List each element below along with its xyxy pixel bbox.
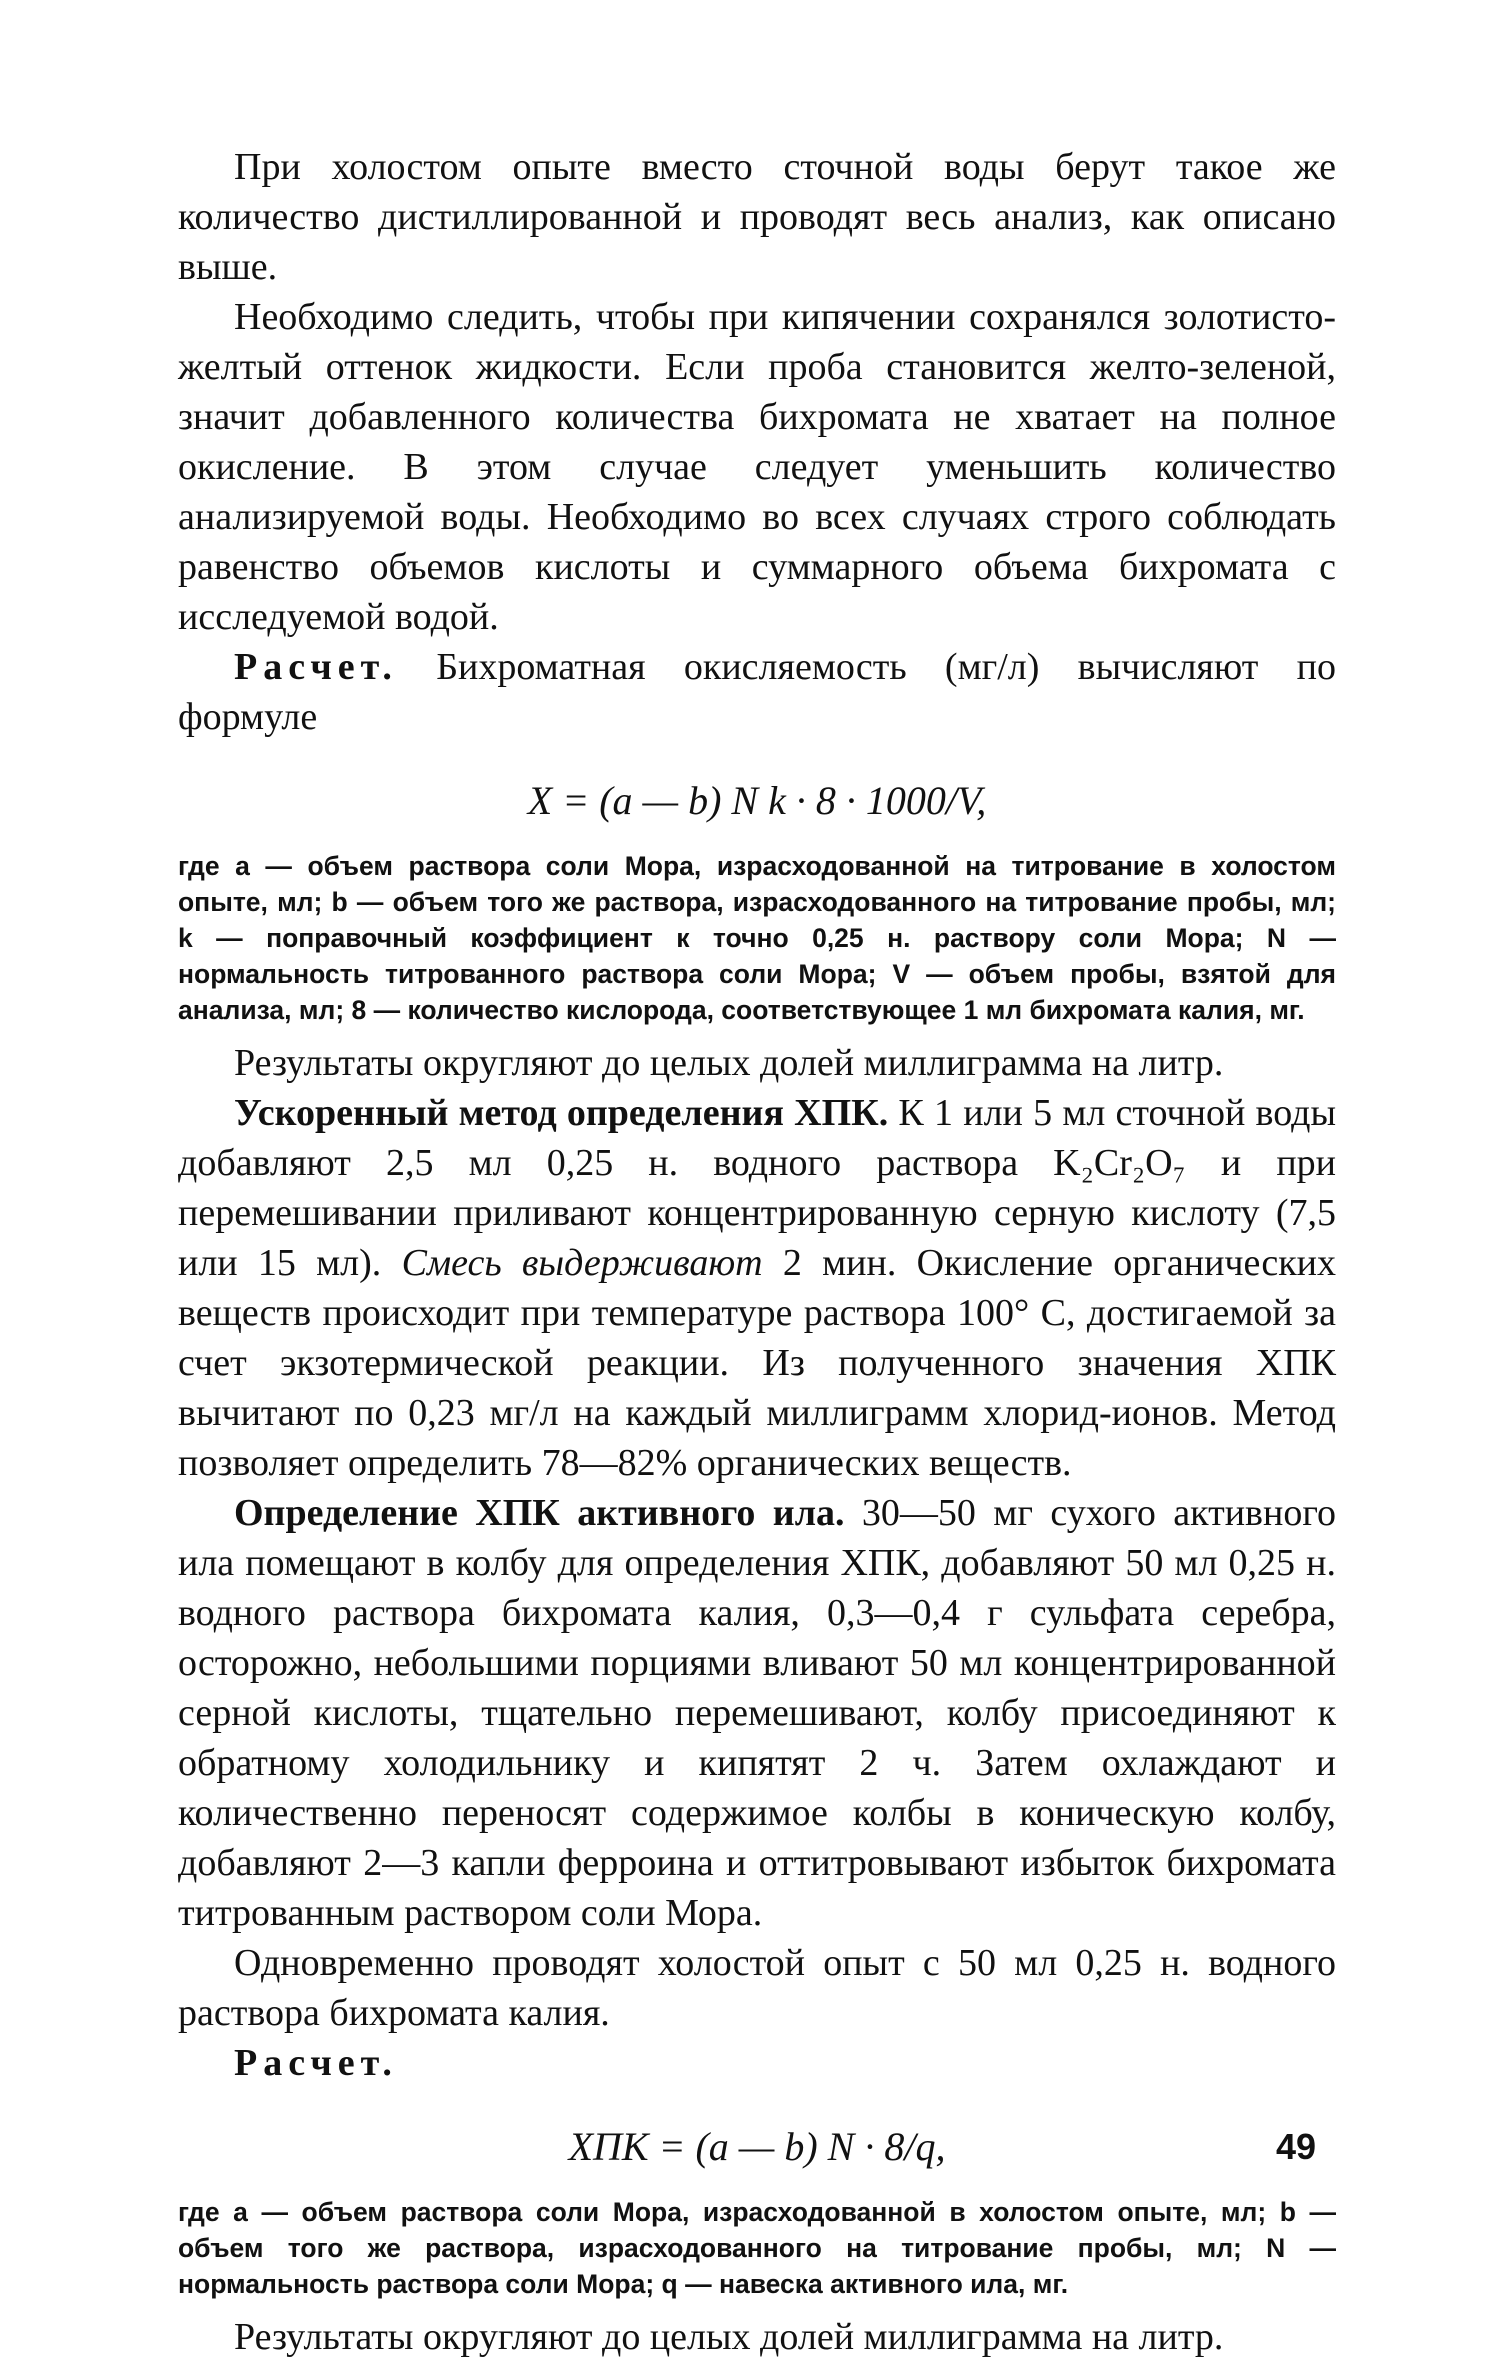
formula-dichromate-oxidizability: X = (a — b) N k · 8 · 1000/V,	[527, 778, 987, 823]
fast-method-text-italic: Смесь выдерживают	[401, 1242, 763, 1284]
formula-legend-1: где a — объем раствора соли Мора, израсходованной на титрование в холостом опыте, мл; b — объем того же раствора, израсходованного на титрование пробы, мл; k — поправочный коэффициент к точно 0,25 н. раствору соли Мора; N — нормальность титрованного раствора соли Мора; V — объем пробы, взятой для анализа, мл; 8 — количество кислорода, соответствующее 1 мл бихромата калия, мг.	[178, 851, 1336, 1025]
paragraph-parallel-blank: Одновременно проводят холостой опыт с 50 мл 0,25 н. водного раствора бихромата калия.	[178, 1942, 1336, 2034]
paragraph-activated-sludge	[178, 1488, 1336, 1938]
paragraph-blank-test: При холостом опыте вместо сточной воды берут такое же количество дистиллированной и проводят весь анализ, как описано выше.	[178, 146, 1336, 288]
formula-legend-2: где a — объем раствора соли Мора, израсходованной в холостом опыте, мл; b — объем того же раствора, израсходованного на титрование пробы, мл; N — нормальность раствора соли Мора; q — навеска активного ила, мг.	[178, 2197, 1336, 2299]
calculation-label-2: Расчет.	[234, 2042, 398, 2084]
calculation-label: Расчет.	[234, 646, 398, 688]
text-column	[178, 142, 1336, 2362]
calculation-text: Бихроматная окисляемость (мг/л) вычисляют по формуле	[178, 646, 1336, 738]
paragraph-rounding-1: Результаты округляют до целых долей миллиграмма на литр.	[234, 1042, 1224, 1084]
page-number: 49	[1276, 2126, 1317, 2167]
paragraph-calculation	[178, 642, 1336, 742]
fast-method-text-a: К 1 или 5 мл сточной воды добавляют 2,5 мл 0,25 н. водного раствора K₂Cr₂O₇ и при перемешивании приливают концентрированную серную кислоту (7,5 или 15 мл).	[178, 1092, 1337, 1284]
activated-sludge-text: 30—50 мг сухого активного ила помещают в колбу для определения ХПК, добавляют 50 мл 0,25 н. водного раствора бихромата калия, 0,3—0,4 г сульфата серебра, осторожно, небольшими порциями вливают 50 мл концентрированной серной кислоты, тщательно перемешивают, колбу присоединяют к обратному холодильнику и кипятят 2 ч. Затем охлаждают и количественно переносят содержимое колбы в коническую колбу, добавляют 2—3 капли ферроина и оттитровывают избыток бихромата титрованным раствором соли Мора.	[178, 1492, 1336, 1934]
formula-cod: ХПК = (a — b) N · 8/q,	[568, 2124, 946, 2169]
fast-method-heading: Ускоренный метод определения ХПК.	[234, 1092, 889, 1134]
fast-method-text-b: 2 мин. Окисление органических веществ происходит при температуре раствора 100° С, достигаемой за счет экзотермической реакции. Из полученного значения ХПК вычитают по 0,23 мг/л на каждый миллиграмм хлорид-ионов. Метод позволяет определить 78—82% органических веществ.	[178, 1242, 1336, 1484]
activated-sludge-heading: Определение ХПК активного ила.	[234, 1492, 845, 1534]
paragraph-rounding-2: Результаты округляют до целых долей миллиграмма на литр.	[234, 2316, 1224, 2358]
paragraph-color-check: Необходимо следить, чтобы при кипячении сохранялся золотисто-желтый оттенок жидкости. Если проба становится желто-зеленой, значит добавленного количества бихромата не хватает на полное окисление. В этом случае следует уменьшить количество анализируемой воды. Необходимо во всех случаях строго соблюдать равенство объемов кислоты и суммарного объема бихромата с исследуемой водой.	[178, 296, 1336, 638]
paragraph-fast-method	[178, 1088, 1336, 1488]
paragraph-calculation-2	[178, 2038, 1336, 2088]
